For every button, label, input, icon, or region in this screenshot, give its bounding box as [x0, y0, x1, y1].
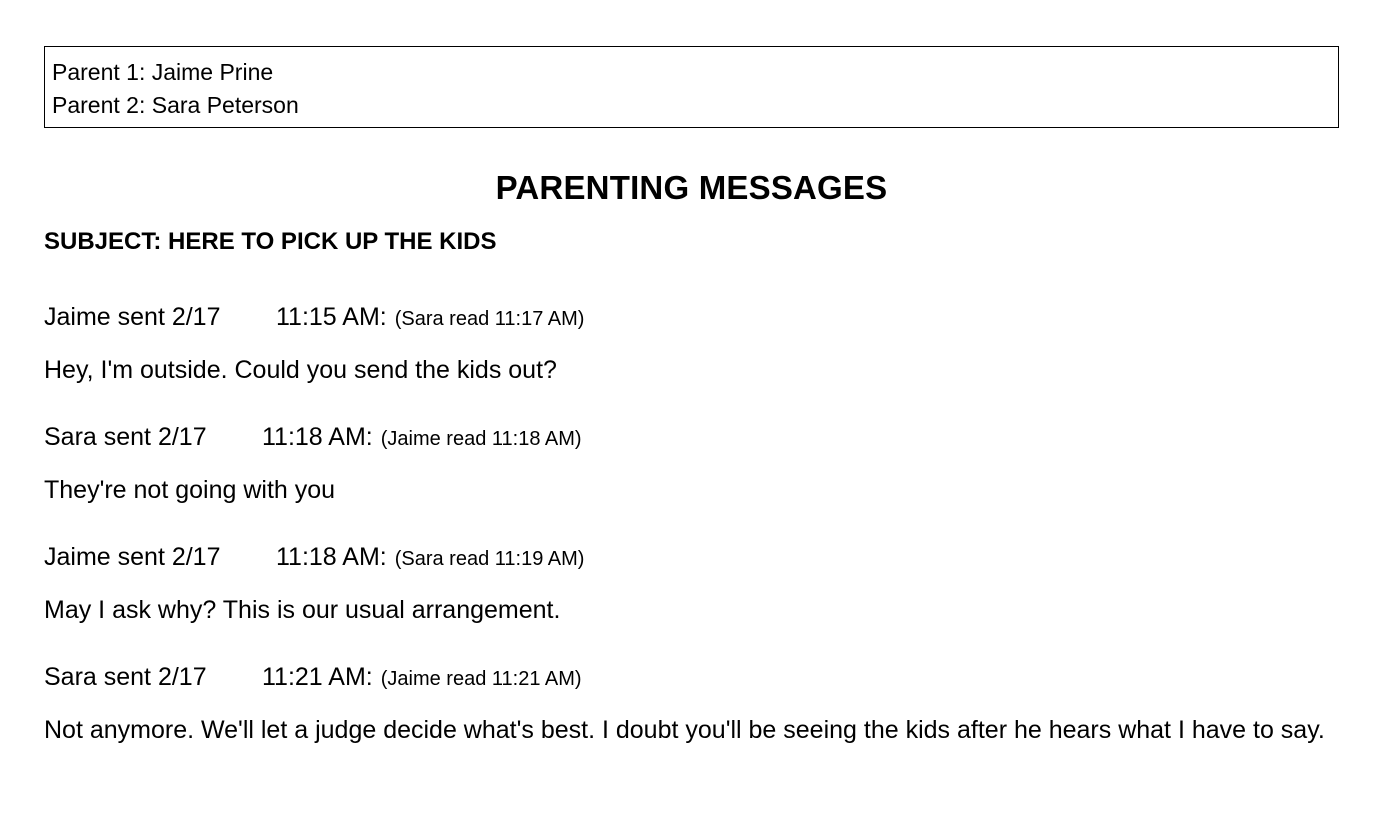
- message-body: May I ask why? This is our usual arrangement.: [44, 596, 561, 624]
- message-read-receipt: (Sara read 11:17 AM): [394, 308, 585, 330]
- message-read-receipt: (Jaime read 11:18 AM): [380, 428, 582, 450]
- message-read-receipt: (Jaime read 11:21 AM): [380, 668, 582, 690]
- message-read-receipt: (Sara read 11:19 AM): [394, 548, 585, 570]
- message-item: [44, 422, 1339, 508]
- message-meta: [44, 302, 1339, 334]
- message-item: [44, 542, 1339, 628]
- subject-line: SUBJECT: HERE TO PICK UP THE KIDS: [44, 228, 497, 255]
- message-sender-date: Jaime sent 2/17: [44, 303, 221, 331]
- message-item: [44, 302, 1339, 388]
- message-body: Not anymore. We'll let a judge decide what's best. I doubt you'll be seeing the kids after he hears what I have to say.: [44, 716, 1325, 744]
- message-item: [44, 662, 1339, 748]
- page-title: PARENTING MESSAGES: [495, 169, 888, 206]
- message-time: 11:15 AM:: [276, 303, 387, 331]
- message-body: Hey, I'm outside. Could you send the kids out?: [44, 356, 557, 384]
- message-sender-date: Jaime sent 2/17: [44, 543, 221, 571]
- message-sender-date: Sara sent 2/17: [44, 663, 207, 691]
- parent-1-label: Parent 1: Jaime Prine: [52, 59, 274, 85]
- message-meta: [44, 542, 1339, 574]
- parents-box: [44, 46, 1339, 128]
- document-page: [44, 46, 1339, 782]
- message-body: They're not going with you: [44, 476, 336, 504]
- message-sender-date: Sara sent 2/17: [44, 423, 207, 451]
- message-time: 11:18 AM:: [276, 543, 387, 571]
- message-time: 11:21 AM:: [262, 663, 373, 691]
- message-meta: [44, 662, 1339, 694]
- parent-2-label: Parent 2: Sara Peterson: [52, 92, 299, 118]
- message-list: [44, 302, 1339, 748]
- message-time: 11:18 AM:: [262, 423, 373, 451]
- message-meta: [44, 422, 1339, 454]
